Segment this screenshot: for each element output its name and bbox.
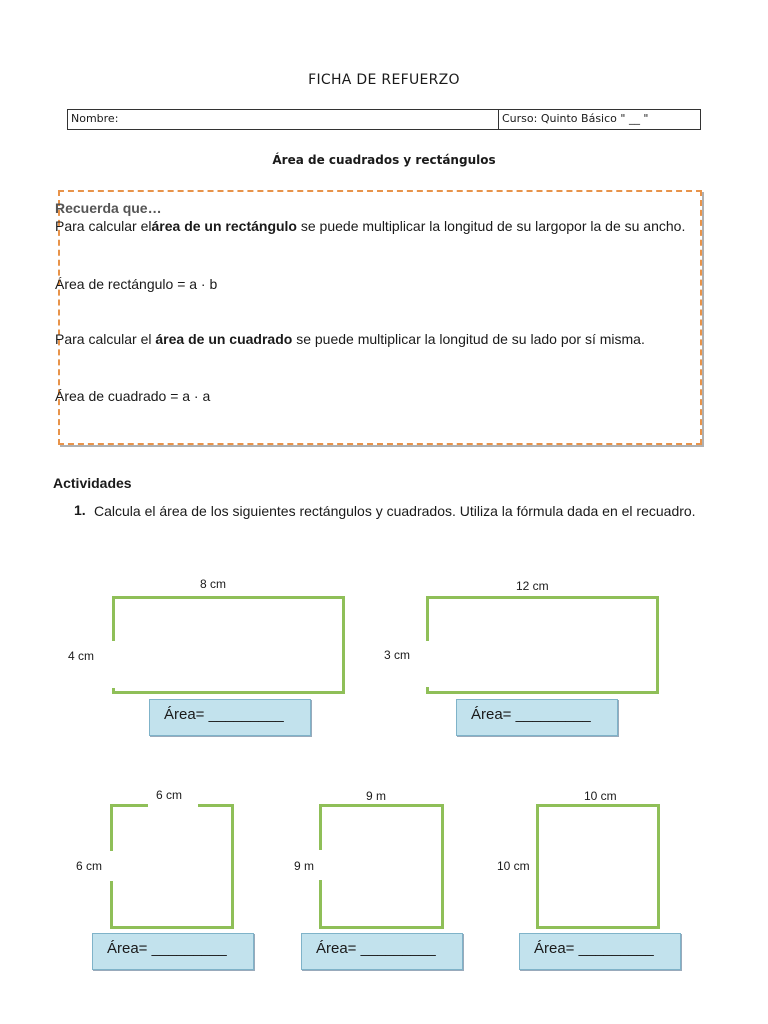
square-rule-post: se puede multiplicar la longitud de su lado por sí misma. <box>292 331 645 347</box>
student-info-box <box>67 109 701 130</box>
area-answer-box[interactable]: Área= _________ <box>301 933 463 970</box>
rectangle-rule-bold: área de un rectángulo <box>151 218 297 234</box>
side-dimension-label: 10 cm <box>497 859 530 873</box>
square-9m <box>319 804 444 929</box>
square-formula: Área de cuadrado = a · a <box>55 388 211 404</box>
area-answer-box[interactable]: Área= _________ <box>519 933 681 970</box>
remember-title: Recuerda que… <box>55 200 162 216</box>
activity-instruction: Calcula el área de los siguientes rectángulos y cuadrados. Utiliza la fórmula dada en el recuadro. <box>94 503 696 519</box>
square-rule-pre: Para calcular el <box>55 331 156 347</box>
area-answer-box[interactable]: Área= _________ <box>149 699 311 736</box>
top-dimension-label: 9 m <box>366 789 387 803</box>
name-field[interactable]: Nombre: <box>68 110 499 129</box>
square-rule-bold: área de un cuadrado <box>155 331 293 347</box>
top-dimension-label: 8 cm <box>200 577 227 591</box>
area-answer-box[interactable]: Área= _________ <box>456 699 618 736</box>
activities-title: Actividades <box>53 475 132 491</box>
side-dimension-label: 4 cm <box>68 649 95 663</box>
top-dimension-label: 10 cm <box>584 789 617 803</box>
course-field[interactable]: Curso: Quinto Básico " __ " <box>502 112 649 125</box>
rectangle-rule-post: se puede multiplicar la longitud de su largopor la de su ancho. <box>296 218 686 234</box>
square-rule <box>55 330 695 348</box>
rectangle-rule <box>55 217 695 235</box>
activity-number: 1. <box>74 502 86 518</box>
top-dimension-label: 6 cm <box>156 788 183 802</box>
rectangle-8x4 <box>112 596 345 694</box>
square-10cm <box>536 804 660 929</box>
rectangle-formula: Área de rectángulo = a · b <box>55 276 218 292</box>
area-answer-box[interactable]: Área= _________ <box>92 933 254 970</box>
rectangle-rule-pre: Para calcular el <box>55 218 152 234</box>
side-dimension-label: 9 m <box>294 859 315 873</box>
side-dimension-label: 6 cm <box>76 859 103 873</box>
worksheet-subtitle: Área de cuadrados y rectángulos <box>272 153 496 167</box>
document-title: FICHA DE REFUERZO <box>308 72 460 88</box>
side-dimension-label: 3 cm <box>384 648 411 662</box>
rectangle-12x3 <box>426 596 659 694</box>
square-6cm <box>110 804 234 929</box>
top-dimension-label: 12 cm <box>516 579 549 593</box>
